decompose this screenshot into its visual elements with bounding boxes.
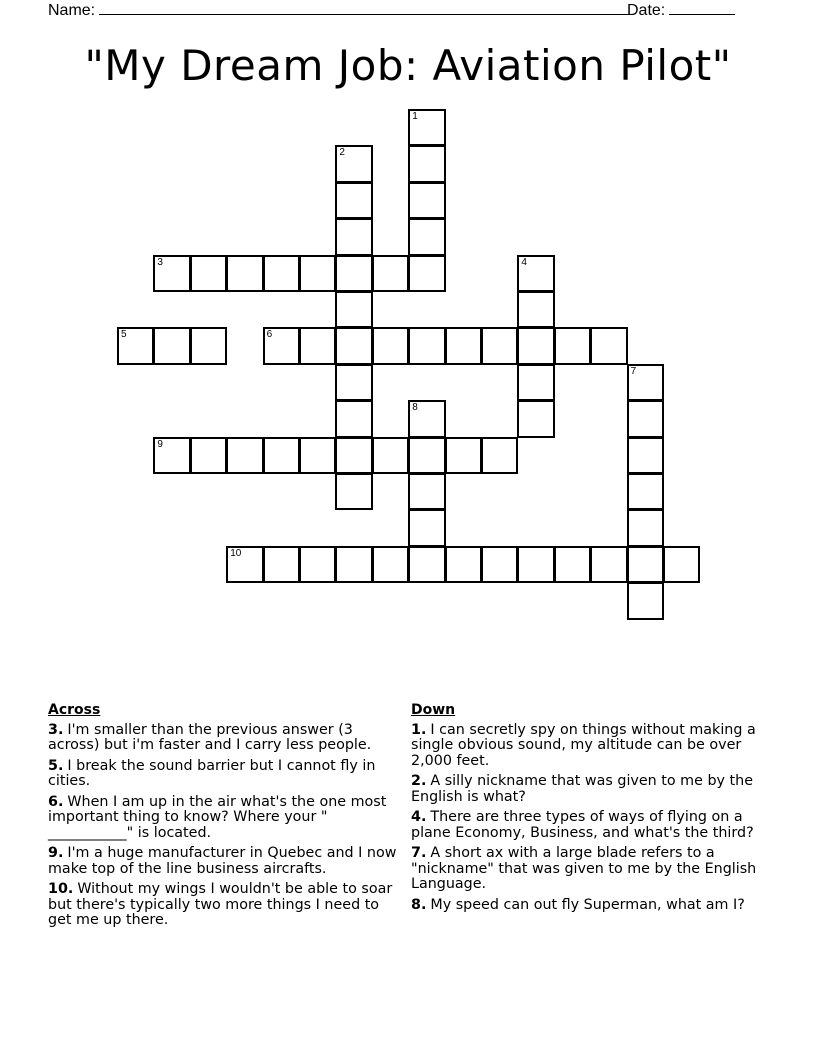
grid-cell[interactable]	[517, 546, 554, 583]
grid-cell[interactable]	[335, 182, 372, 219]
grid-cell[interactable]	[153, 255, 190, 292]
grid-cell[interactable]	[335, 291, 372, 328]
grid-cell[interactable]	[153, 327, 190, 364]
grid-cell[interactable]	[663, 546, 700, 583]
grid-cell[interactable]	[554, 546, 591, 583]
grid-cell[interactable]	[481, 327, 518, 364]
grid-cell[interactable]	[299, 437, 336, 474]
grid-cell[interactable]	[408, 109, 445, 146]
grid-cell[interactable]	[263, 437, 300, 474]
grid-cell[interactable]	[408, 145, 445, 182]
down-heading: Down	[411, 702, 456, 718]
grid-cell[interactable]	[408, 255, 445, 292]
grid-cell[interactable]	[335, 400, 372, 437]
grid-cell[interactable]	[372, 546, 409, 583]
grid-cell[interactable]	[335, 546, 372, 583]
grid-cell[interactable]	[335, 255, 372, 292]
clue-down-2: 2. A silly nickname that was given to me by the English is what?	[411, 773, 753, 805]
clue-down-7: 7. A short ax with a large blade refers to a "nickname" that was given to me by the English Language.	[411, 845, 757, 892]
grid-cell[interactable]	[226, 437, 263, 474]
grid-cell[interactable]	[408, 437, 445, 474]
grid-cell[interactable]	[627, 546, 664, 583]
grid-cell[interactable]	[299, 327, 336, 364]
grid-cell[interactable]	[517, 255, 554, 292]
grid-cell[interactable]	[372, 437, 409, 474]
grid-cell[interactable]	[517, 364, 554, 401]
grid-cell[interactable]	[335, 145, 372, 182]
grid-cell[interactable]	[517, 291, 554, 328]
grid-cell[interactable]	[590, 546, 627, 583]
grid-cell[interactable]	[408, 218, 445, 255]
clue-down-8: 8. My speed can out fly Superman, what am I?	[411, 896, 745, 913]
grid-cell[interactable]	[590, 327, 627, 364]
clue-down-1: 1. I can secretly spy on things without making a single obvious sound, my altitude can be over 2,000 feet.	[411, 721, 756, 769]
clue-down-4: 4. There are three types of ways of flying on a plane Economy, Business, and what's the third?	[411, 809, 754, 841]
cell-number: 8	[412, 402, 418, 414]
cell-number: 4	[521, 256, 527, 268]
grid-cell[interactable]	[627, 437, 664, 474]
grid-cell[interactable]	[517, 400, 554, 437]
grid-cell[interactable]	[372, 255, 409, 292]
grid-cell[interactable]	[226, 546, 263, 583]
grid-cell[interactable]	[408, 473, 445, 510]
down-clues	[411, 703, 763, 918]
grid-cell[interactable]	[117, 327, 154, 364]
grid-cell[interactable]	[627, 364, 664, 401]
grid-cell[interactable]	[481, 437, 518, 474]
name-label: Name:	[48, 2, 96, 19]
grid-cell[interactable]	[263, 327, 300, 364]
cell-number: 7	[630, 365, 637, 377]
clue-across-6: 6. When I am up in the air what's the one most important thing to know? Where your " ___________" is located.	[48, 793, 387, 841]
cell-number: 2	[339, 147, 345, 159]
grid-cell[interactable]	[408, 182, 445, 219]
grid-cell[interactable]	[190, 327, 227, 364]
across-clues	[48, 703, 400, 934]
grid-cell[interactable]	[408, 509, 445, 546]
grid-cell[interactable]	[445, 327, 482, 364]
grid-cell[interactable]	[627, 509, 664, 546]
cell-number: 3	[157, 256, 163, 268]
grid-cell[interactable]	[554, 327, 591, 364]
grid-cell[interactable]	[627, 582, 664, 619]
grid-cell[interactable]	[335, 437, 372, 474]
grid-cell[interactable]	[226, 255, 263, 292]
grid-cell[interactable]	[153, 437, 190, 474]
page-title: "My Dream Job: Aviation Pilot"	[84, 41, 732, 90]
grid-cell[interactable]	[335, 473, 372, 510]
grid-cell[interactable]	[299, 255, 336, 292]
grid-cell[interactable]	[335, 327, 372, 364]
grid-cell[interactable]	[445, 437, 482, 474]
cell-number: 1	[412, 111, 418, 122]
grid-cell[interactable]	[408, 327, 445, 364]
grid-cell[interactable]	[299, 546, 336, 583]
grid-cell[interactable]	[408, 400, 445, 437]
grid-cell[interactable]	[263, 255, 300, 292]
grid-cell[interactable]	[445, 546, 482, 583]
grid-cell[interactable]	[517, 327, 554, 364]
grid-cell[interactable]	[372, 327, 409, 364]
clue-across-9: 9. I'm a huge manufacturer in Quebec and I now make top of the line business aircrafts.	[48, 845, 397, 877]
grid-cell[interactable]	[335, 218, 372, 255]
grid-cell[interactable]	[408, 546, 445, 583]
date-label: Date:	[627, 2, 666, 19]
grid-cell[interactable]	[263, 546, 300, 583]
across-heading: Across	[48, 702, 101, 718]
cell-number: 10	[230, 547, 242, 559]
grid-cell[interactable]	[627, 473, 664, 510]
grid-cell[interactable]	[627, 400, 664, 437]
grid-cell[interactable]	[190, 437, 227, 474]
grid-cell[interactable]	[481, 546, 518, 583]
clue-across-3: 3. I'm smaller than the previous answer (3 across) but i'm faster and I carry less people.	[48, 721, 372, 753]
cell-number: 5	[121, 329, 127, 341]
grid-cell[interactable]	[335, 364, 372, 401]
clue-across-10: 10. Without my wings I wouldn't be able to soar but there's typically two more things I need to get me up there.	[48, 881, 393, 928]
cell-number: 6	[266, 329, 273, 341]
clue-across-5: 5. I break the sound barrier but I cannot fly in cities.	[48, 757, 376, 789]
cell-number: 9	[157, 438, 163, 450]
grid-cell[interactable]	[190, 255, 227, 292]
